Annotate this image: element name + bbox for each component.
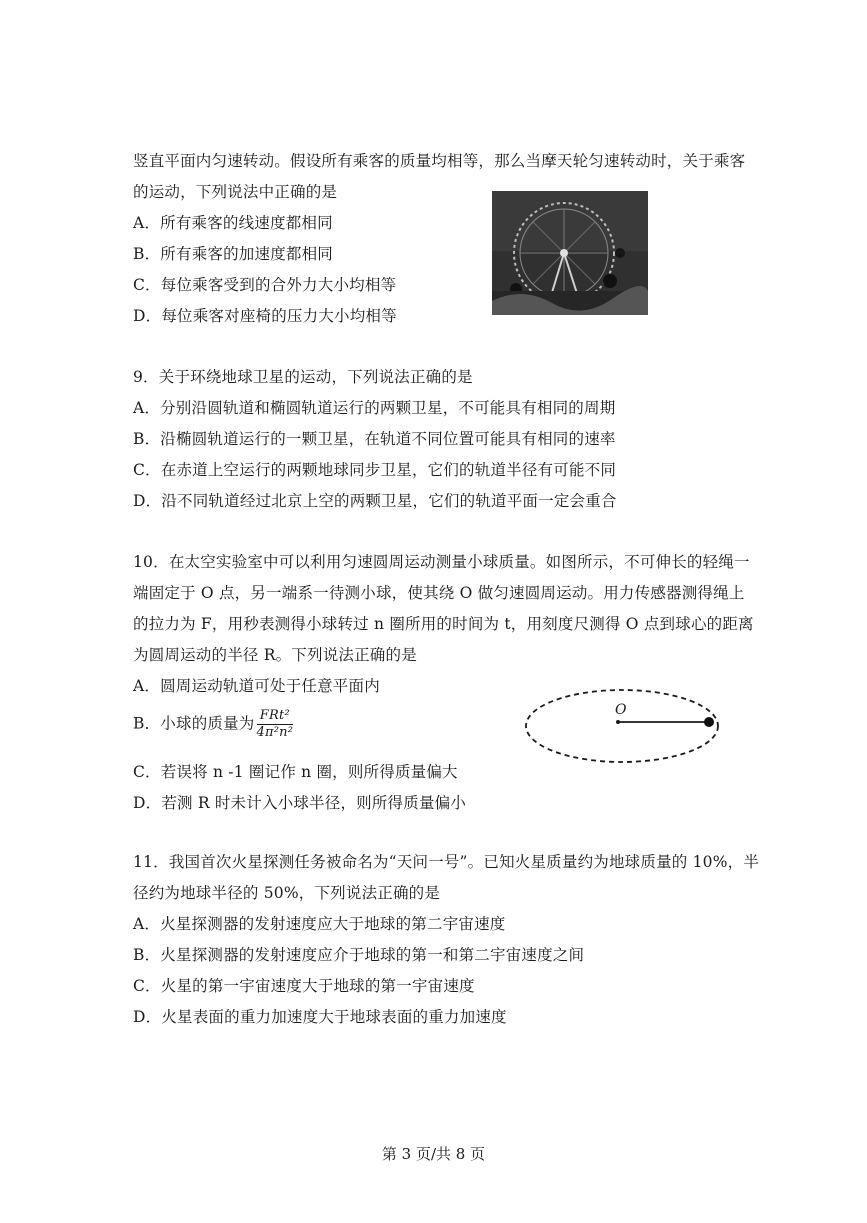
q10-stem-line1: 10．在太空实验室中可以利用匀速圆周运动测量小球质量。如图所示，不可伸长的轻绳一 bbox=[133, 553, 750, 571]
q10-option-b bbox=[133, 708, 293, 741]
q9-option-d: D．沿不同轨道经过北京上空的两颗卫星，它们的轨道平面一定会重合 bbox=[133, 492, 617, 510]
pivot-point bbox=[616, 720, 620, 724]
q11-option-a: A．火星探测器的发射速度应大于地球的第二宇宙速度 bbox=[133, 915, 506, 933]
q8-option-d: D．每位乘客对座椅的压力大小均相等 bbox=[133, 307, 397, 325]
ball bbox=[704, 717, 714, 727]
q9-stem: 9．关于环绕地球卫星的运动，下列说法正确的是 bbox=[133, 368, 473, 386]
q8-option-b: B．所有乘客的加速度都相同 bbox=[133, 245, 333, 263]
q11-option-c: C．火星的第一宇宙速度大于地球的第一宇宙速度 bbox=[133, 977, 475, 995]
q8-stem-line2: 的运动，下列说法中正确的是 bbox=[133, 183, 338, 201]
q10-stem-line4: 为圆周运动的半径 R。下列说法正确的是 bbox=[133, 646, 417, 664]
q10-option-c: C．若误将 n -1 圈记作 n 圈，则所得质量偏大 bbox=[133, 763, 458, 781]
page-number: 第 3 页/共 8 页 bbox=[381, 1145, 486, 1163]
mass-formula-denominator: 4π²n² bbox=[256, 725, 294, 740]
q10-option-d: D．若测 R 时未计入小球半径，则所得质量偏小 bbox=[133, 794, 467, 812]
point-o-label: O bbox=[615, 702, 627, 718]
ferris-wheel-photo bbox=[492, 191, 648, 315]
q8-stem-line1: 竖直平面内匀速转动。假设所有乘客的质量均相等，那么当摩天轮匀速转动时，关于乘客 bbox=[133, 152, 746, 170]
q11-option-d: D．火星表面的重力加速度大于地球表面的重力加速度 bbox=[133, 1008, 507, 1026]
q8-option-a: A．所有乘客的线速度都相同 bbox=[133, 214, 333, 232]
q9-option-c: C．在赤道上空运行的两颗地球同步卫星，它们的轨道半径有可能不同 bbox=[133, 461, 617, 479]
q10-option-b-prefix: B．小球的质量为 bbox=[133, 714, 255, 733]
ferris-wheel-graphic bbox=[492, 191, 648, 315]
q10-stem-line2: 端固定于 O 点，另一端系一待测小球，使其绕 O 做匀速圆周运动。用力传感器测得绳上 bbox=[133, 584, 745, 602]
mass-formula-numerator: FRt² bbox=[257, 708, 294, 725]
q8-option-c: C．每位乘客受到的合外力大小均相等 bbox=[133, 276, 397, 294]
q10-option-a: A．圆周运动轨道可处于任意平面内 bbox=[133, 677, 380, 695]
mass-formula bbox=[257, 708, 294, 741]
q9-option-b: B．沿椭圆轨道运行的一颗卫星，在轨道不同位置可能具有相同的速率 bbox=[133, 430, 616, 448]
q11-option-b: B．火星探测器的发射速度应介于地球的第一和第二宇宙速度之间 bbox=[133, 946, 585, 964]
q10-stem-line3: 的拉力为 F，用秒表测得小球转过 n 圈所用的时间为 t，用刻度尺测得 O 点到球心的距离 bbox=[133, 615, 754, 633]
q11-stem-line1: 11．我国首次火星探测任务被命名为“天问一号”。已知火星质量约为地球质量的 10%，半 bbox=[133, 853, 760, 871]
orbit-path bbox=[526, 690, 718, 762]
q11-stem-line2: 径约为地球半径的 50%，下列说法正确的是 bbox=[133, 884, 441, 902]
q9-option-a: A．分别沿圆轨道和椭圆轨道运行的两颗卫星，不可能具有相同的周期 bbox=[133, 399, 616, 417]
circular-motion-diagram bbox=[520, 683, 720, 769]
